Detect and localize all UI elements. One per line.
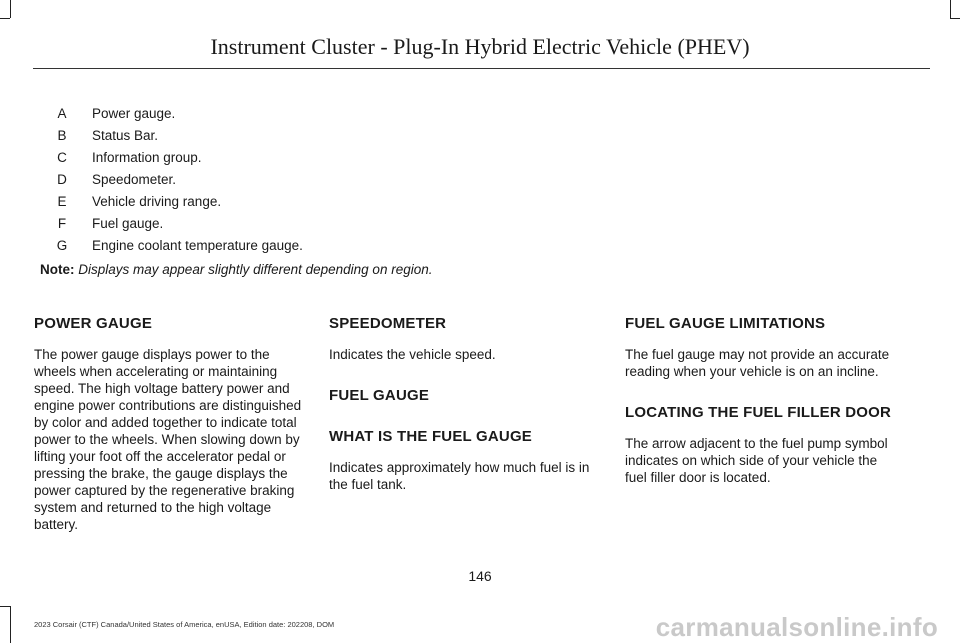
legend-text: Fuel gauge. xyxy=(92,215,164,231)
legend-text: Status Bar. xyxy=(92,127,159,143)
section-heading: SPEEDOMETER xyxy=(329,315,447,332)
watermark: carmanualsonline.info xyxy=(655,612,938,642)
legend-key: E xyxy=(57,193,67,209)
page-header-title: Instrument Cluster - Plug-In Hybrid Electric Vehicle (PHEV) xyxy=(210,34,750,59)
section-heading: WHAT IS THE FUEL GAUGE xyxy=(329,428,533,445)
legend-text: Information group. xyxy=(92,149,202,165)
section-heading: FUEL GAUGE LIMITATIONS xyxy=(625,315,826,332)
legend-key: A xyxy=(57,105,67,121)
section-heading: FUEL GAUGE xyxy=(329,387,430,404)
column-power-gauge xyxy=(34,315,304,551)
legend-text: Engine coolant temperature gauge. xyxy=(92,237,303,253)
crop-mark-bottom-left-h xyxy=(0,606,10,607)
column-speedometer xyxy=(329,315,599,511)
note-text: Displays may appear slightly different depending on region. xyxy=(78,262,433,277)
crop-mark-top-right-h xyxy=(950,18,960,19)
header-divider xyxy=(33,68,930,69)
legend-row xyxy=(54,190,303,212)
note xyxy=(40,262,432,277)
crop-mark-bottom-left-v xyxy=(10,606,11,643)
footer-edition-text: 2023 Corsair (CTF) Canada/United States of America, enUSA, Edition date: 202208, DOM xyxy=(34,620,335,629)
legend-key: F xyxy=(57,215,67,231)
legend-row xyxy=(54,124,303,146)
note-label: Note: xyxy=(40,262,75,277)
legend-row xyxy=(54,234,303,256)
section-heading: LOCATING THE FUEL FILLER DOOR xyxy=(625,404,892,421)
section-heading: POWER GAUGE xyxy=(34,315,153,332)
section-body: Indicates the vehicle speed. xyxy=(329,347,496,362)
column-fuel-gauge-limitations xyxy=(625,315,895,504)
legend-key: D xyxy=(57,171,67,187)
callout-legend xyxy=(54,102,303,256)
legend-key: B xyxy=(57,127,67,143)
legend-text: Power gauge. xyxy=(92,105,176,121)
section-body: The arrow adjacent to the fuel pump symbol indicates on which side of your vehicle the fuel filler door is located. xyxy=(625,436,888,485)
legend-row xyxy=(54,212,303,234)
crop-mark-top-right-v xyxy=(950,0,951,18)
legend-text: Speedometer. xyxy=(92,171,177,187)
crop-mark-top-left-v xyxy=(10,0,11,18)
legend-key: C xyxy=(57,149,67,165)
section-body: The power gauge displays power to the wheels when accelerating or maintaining speed. The high voltage battery power and engine power contributions are distinguished by color and added together to indicate total power to the wheels. When slowing down by lifting your foot off the accelerator pedal or pressing the brake, the gauge displays the power captured by the regenerative braking system and returned to the high voltage battery. xyxy=(34,347,302,532)
legend-key: G xyxy=(56,237,68,253)
section-body: Indicates approximately how much fuel is in the fuel tank. xyxy=(329,460,590,492)
legend-row xyxy=(54,102,303,124)
crop-mark-top-left-h xyxy=(0,18,10,19)
legend-text: Vehicle driving range. xyxy=(92,193,222,209)
page-number: 146 xyxy=(468,568,492,584)
legend-row xyxy=(54,146,303,168)
legend-row xyxy=(54,168,303,190)
section-body: The fuel gauge may not provide an accurate reading when your vehicle is on an incline. xyxy=(625,347,890,379)
